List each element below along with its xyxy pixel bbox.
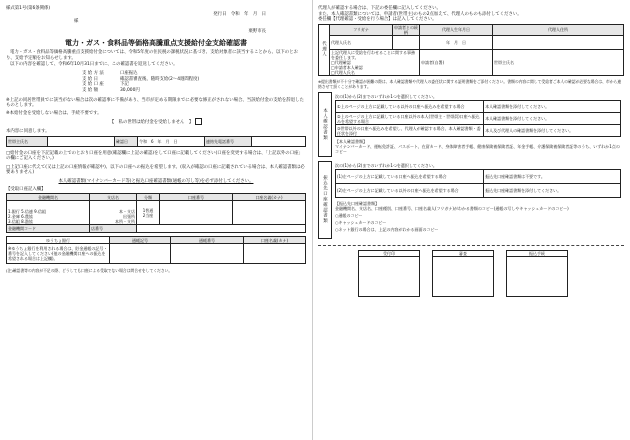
id-option-left-3[interactable]: ③世帯以外の口座へ振込みを希望し、代理人が確認する場合、本人確認書類・委任状を添付 [336,125,484,137]
yucho-number-field[interactable] [171,244,244,264]
birth-field[interactable]: 年 月 日 [420,35,493,49]
id-option-left-2[interactable]: ②上のページの上方に記載している口座以外の本人(世帯主・世帯員)口座へ振込みを希望する場合 [336,113,484,125]
attach-note: 本人確認書類(マイナンバーカード等)と振込口座確認書類(通帳の写し等)を必ず添付してください。 [58,178,254,184]
yucho-symbol-field[interactable] [110,244,171,264]
relation-field[interactable] [393,35,420,49]
bank-option-right-2: 振込先口座確認書類を添付してください。 [484,184,621,198]
phone-field[interactable] [252,136,306,146]
bank-header-holder: 口座名義(カナ) [233,194,306,201]
bank-header-name: 金融機関名 [7,194,90,201]
branch-type-1: 本・支店 [119,209,135,215]
decline-label: 【 私の世帯は給付金を受給しません 】 [109,120,194,126]
bank-table [6,193,306,233]
relation-label: 申請者との続柄 [394,24,418,35]
bank-caption: 【受取口座記入欄】 [6,187,46,193]
document-title: 電力・ガス・食料品等価格高騰重点支援給付金支給確認書 [65,39,247,48]
intro-text-2: 以下の内容を確認して、令和6年10月31日までに、この確認書を返送してください。 [10,61,178,67]
bank-block-body [332,161,625,238]
right-page [318,6,624,297]
stamp-label-1: 受付印 [359,250,420,256]
info-row: 支 給 方 法 口座振込 [82,71,138,77]
id-option-right-2: 本人確認書類を添付してください。 [484,113,621,125]
bank-header-branch: 支店名 [90,194,137,201]
kind-field[interactable] [137,201,160,225]
proxy-signer-field[interactable]: 申請者(自署) [420,49,493,75]
bank-bullet-1: ○通帳のコピー [335,213,363,219]
address-field[interactable] [493,35,624,49]
confirm-date-field[interactable]: 令和 6 年 月 日 [138,136,205,146]
delegation-text: 上記代理人に受給を行わせることに関する事務を委任します。 [331,49,415,60]
delegation-opt-1[interactable]: □代理確認 [331,59,351,65]
branch-type-2: 出張所 [123,214,135,220]
bank-type-1: 1.銀行 5.信連 9.信組 [8,209,46,215]
stamp-box-1 [359,256,420,296]
yucho-number-label: 通帳番号 [171,237,244,244]
proxy-sign-field[interactable]: 世帯主氏名 [493,49,624,75]
yucho-label: ゆうちょ銀行 [7,237,110,244]
proxy-name-field[interactable]: 代理人氏名 [330,35,393,49]
bank-header-number: 口座番号 [160,194,233,201]
id-block-body [332,92,625,156]
id-option-right-1: 本人確認書類を添付してください。 [484,101,621,113]
yucho-note: ※ゆうちょ銀行を利用される場合は、貯金通帳の記号・番号を記入してください(他の金融機関口座への振込を希望される場合は上記欄)。 [7,244,110,264]
bank-bullet-3: ○ネット銀行の場合は、上記の内容がわかる画面のコピー [335,227,439,233]
issuer: 栗野市長 [248,28,266,34]
left-page [6,6,306,274]
proxy-vert: 代理人 [319,24,330,75]
bank-bullet-2: ○キャッシュカードのコピー [335,220,387,226]
check-item-1[interactable]: □給付金の口座を下記記載の上でのとおり口座を用意(確認欄に上記の確認)をして口座に記載してください(口座を変更する場合は、「上記以外の口座」の欄にご記入ください。) [6,150,303,162]
addressee: 様 [74,19,79,25]
id-list: マイナンバーカード、運転免許証、パスポート、在留カード、身体障害者手帳、健康保険被保険者証、年金手帳、介護保険被保険者証等のうち、いずれか1点のコピー [335,144,620,155]
footnote: (注)確認書等の内容が不足の際、どうしても口座による受取でない場合は問合せをしてください。 [6,268,173,274]
id-list-title: 【本人確認書類】 [335,139,367,145]
bank-doc-block [318,161,624,239]
bank-option-right-1: 振込先口座確認書類は不要です。 [484,170,621,184]
stamp-table [358,250,568,297]
decline-checkbox[interactable] [195,118,202,125]
kind-1: 1普通 [142,207,154,213]
bank-type-2: 2.金庫 6.農協 [8,214,33,220]
branch-code-label: 店番号 [90,225,137,233]
applicant-name-field[interactable] [48,136,115,146]
yucho-symbol-label: 通帳記号 [110,237,171,244]
applicant-name-label: 世帯主氏名 [7,136,48,146]
id-block-vert: 本人確認書類 [319,92,332,156]
address-label: 代理人住所 [493,24,624,35]
id-option-right-3: 本人及び代理人の確認書類を添付してください。 [484,125,621,137]
bank-option-left-1[interactable]: (1)左ページの上方に記載している口座へ振込を希望する場合 [336,170,484,184]
confirm-date-label: 確認日 [115,136,138,146]
stamp-box-3 [507,256,568,296]
bank-options [335,169,621,198]
yucho-holder-label: 口座名義(カナ) [244,237,306,244]
info-row: 支 給 口 座 下記 [82,82,129,88]
bank-type-3: 3.信組 8.漁協 [8,219,33,225]
id-question: 次の(1)から(2)までのいずれか1つを選択してください。 [335,94,437,100]
warn-text: ※提出書類が不十分で確認が困難の際は、本人確認書類や代理人の委任状に関する証明書類をご添付ください。書類の内容に関して受給者ご本人の確認が必要な場合は、市から連絡させて頂くことがあります。 [318,78,622,89]
yucho-table [6,236,306,264]
bank-list-title: 【振込先口座確認書類】 [335,201,379,207]
phone-label: 連絡先電話番号 [205,136,252,146]
account-number-field[interactable] [160,201,233,225]
proxy-table [318,24,624,76]
branch-field[interactable] [90,201,137,225]
branch-type-3: 本所・支所 [115,219,135,225]
bank-question: 次の(1)から(2)までのいずれか1つを選択してください。 [335,163,437,169]
note-1: ※上記の同居世帯員でに該当がない場合は次の確認事に不備があり、当市が定める期限までに必要な修正がされない場合、当該給付金の支給を辞退したものとします。 [6,97,304,109]
account-holder-field[interactable] [233,201,306,225]
birth-label: 代理人生年月日 [420,24,493,35]
stamp-box-2 [433,256,494,296]
proxy-note: また、本人確認書類については、申請者(世帯主)のもの2点加えて、代理人のものも添付してください。 [318,11,522,17]
bank-list: 金融機関名、支店名、口座種別、口座番号、口座名義人(フリガナ)がわかる書類のコピー(通帳の写しやキャッシュカードのコピー) [335,206,569,212]
info-row: 支 給 額 30,000円 [82,87,140,93]
stamp-label-3: 振込手続 [507,250,568,256]
id-options [335,100,621,137]
note-2: ※本給付金を受給しない場合は、手続不要です。 [6,110,102,116]
id-option-left-1[interactable]: ①上のページの上方に記載している以外の口座へ振込みを希望する場合 [336,101,484,113]
bank-name-field[interactable] [7,201,90,225]
issue-date: 発行日 令和 年 月 日 [213,11,266,17]
code-field[interactable] [137,225,306,233]
center-divider [312,0,313,440]
applicant-table [6,136,306,147]
check-item-2[interactable]: □上記口座に代えて(又は上記の口座情報が確認中)、以下の口座への振込を希望します。(収入が確認の口座に記載されている場合は、本人確認書類は必要ありません) [6,164,305,176]
id-block [318,92,624,157]
bank-option-left-2[interactable]: (2)左ページの上方に記載している以外の口座へ振込を希望する場合 [336,184,484,198]
bank-code-label: 金融機関コード [7,225,90,233]
furigana-label: フリガナ [330,24,393,35]
info-row: 支 給 日 確認書審査後、随時支給(2〜4週間程度) [82,76,200,82]
decline-row[interactable] [6,118,306,126]
yucho-holder-field[interactable] [244,244,306,264]
intro-text-1: 電力・ガス・食料品等価格高騰重点支援給付金については、令和5年度の住民税の課税状況に基づき、支給対象者に該当することから、以下のとおり、支給予定額をお知らせします。 [6,50,298,61]
proxy-intro: 代理人が確認する場合は、下記の委任欄に記入してください。 [318,6,441,11]
bank-block-vert: 振込先口座確認書類 [319,161,332,238]
office-separator [318,245,624,246]
kind-2: 2当座 [142,212,154,218]
confirm-header: 本内容に同意します。 [6,128,50,134]
delegation-opt-2[interactable]: □申請者本人確認 [331,64,363,70]
proxy-delegation [330,49,420,75]
form-id: 様式第1号(第6条関係) [6,6,51,11]
info-table [82,71,306,93]
proxy-caption: 委任欄【代理確認・受給を行う場合】は記入してください。 [318,17,437,23]
bank-header-kind: 分類 [137,194,160,201]
delegation-opt-3[interactable]: □代理人氏名 [331,69,355,75]
stamp-label-2: 審査 [433,250,494,256]
